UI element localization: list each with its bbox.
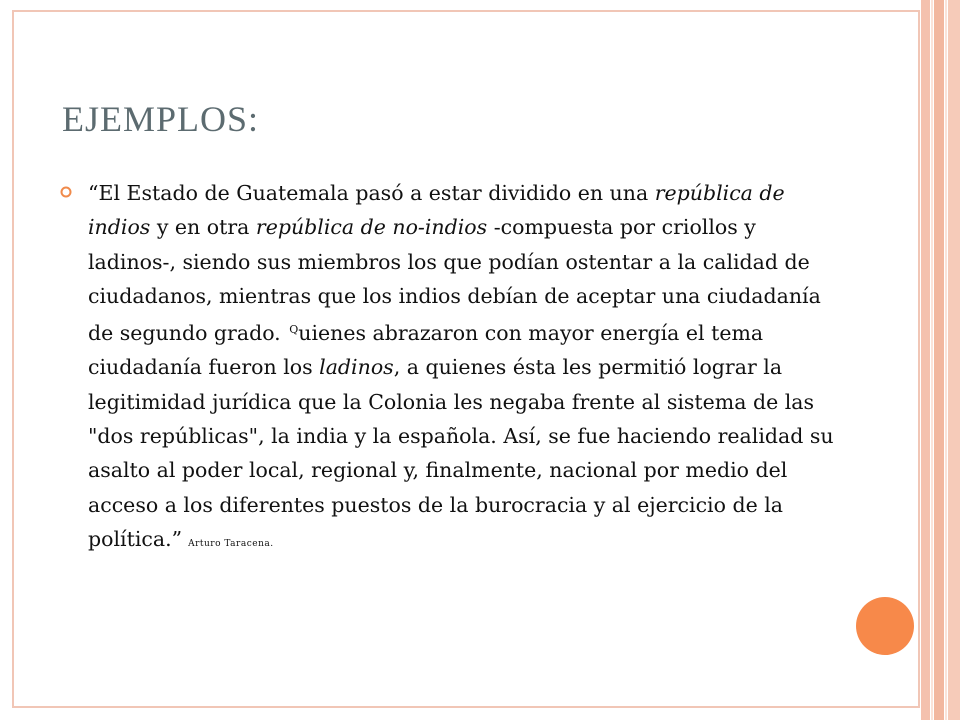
quote-text: , a quienes ésta les permitió lograr la legitimidad jurídica que la Colonia les negaba frente al sistema de las "dos repúblicas", la india y la española. Así, se fue haciendo realidad su asalto al poder local, regional y, finalmente, nacional por medio del acceso a los diferentes puestos de la burocracia y al ejercicio de la política.” bbox=[88, 355, 834, 551]
side-stripe bbox=[921, 0, 930, 720]
quote-text: “El Estado de Guatemala pasó a estar dividido en una bbox=[88, 181, 655, 205]
ring-bullet-icon bbox=[60, 186, 72, 198]
side-stripe bbox=[948, 0, 960, 720]
side-stripe bbox=[931, 0, 933, 720]
quote-superscript: Q bbox=[289, 323, 299, 337]
quote-paragraph bbox=[88, 176, 844, 561]
quote-author: Arturo Taracena. bbox=[188, 538, 274, 549]
quote-text: y en otra bbox=[150, 215, 256, 240]
slide-title: EJEMPLOS: bbox=[62, 99, 260, 139]
quote-italic: república de indios bbox=[88, 181, 785, 240]
quote-text: uienes abrazaron con mayor energía el tema ciudadanía fueron los bbox=[88, 321, 764, 380]
side-stripe bbox=[934, 0, 944, 720]
side-stripe bbox=[945, 0, 947, 720]
orange-circle-icon bbox=[856, 597, 914, 655]
quote-italic: ladinos bbox=[319, 355, 394, 380]
quote-italic: república de no-indios bbox=[255, 215, 488, 240]
quote-text: -compuesta por criollos y ladinos-, siendo sus miembros los que podían ostentar a la calidad de ciudadanos, mientras que los indios debían de aceptar una ciudadanía de segundo grado. bbox=[88, 215, 821, 346]
